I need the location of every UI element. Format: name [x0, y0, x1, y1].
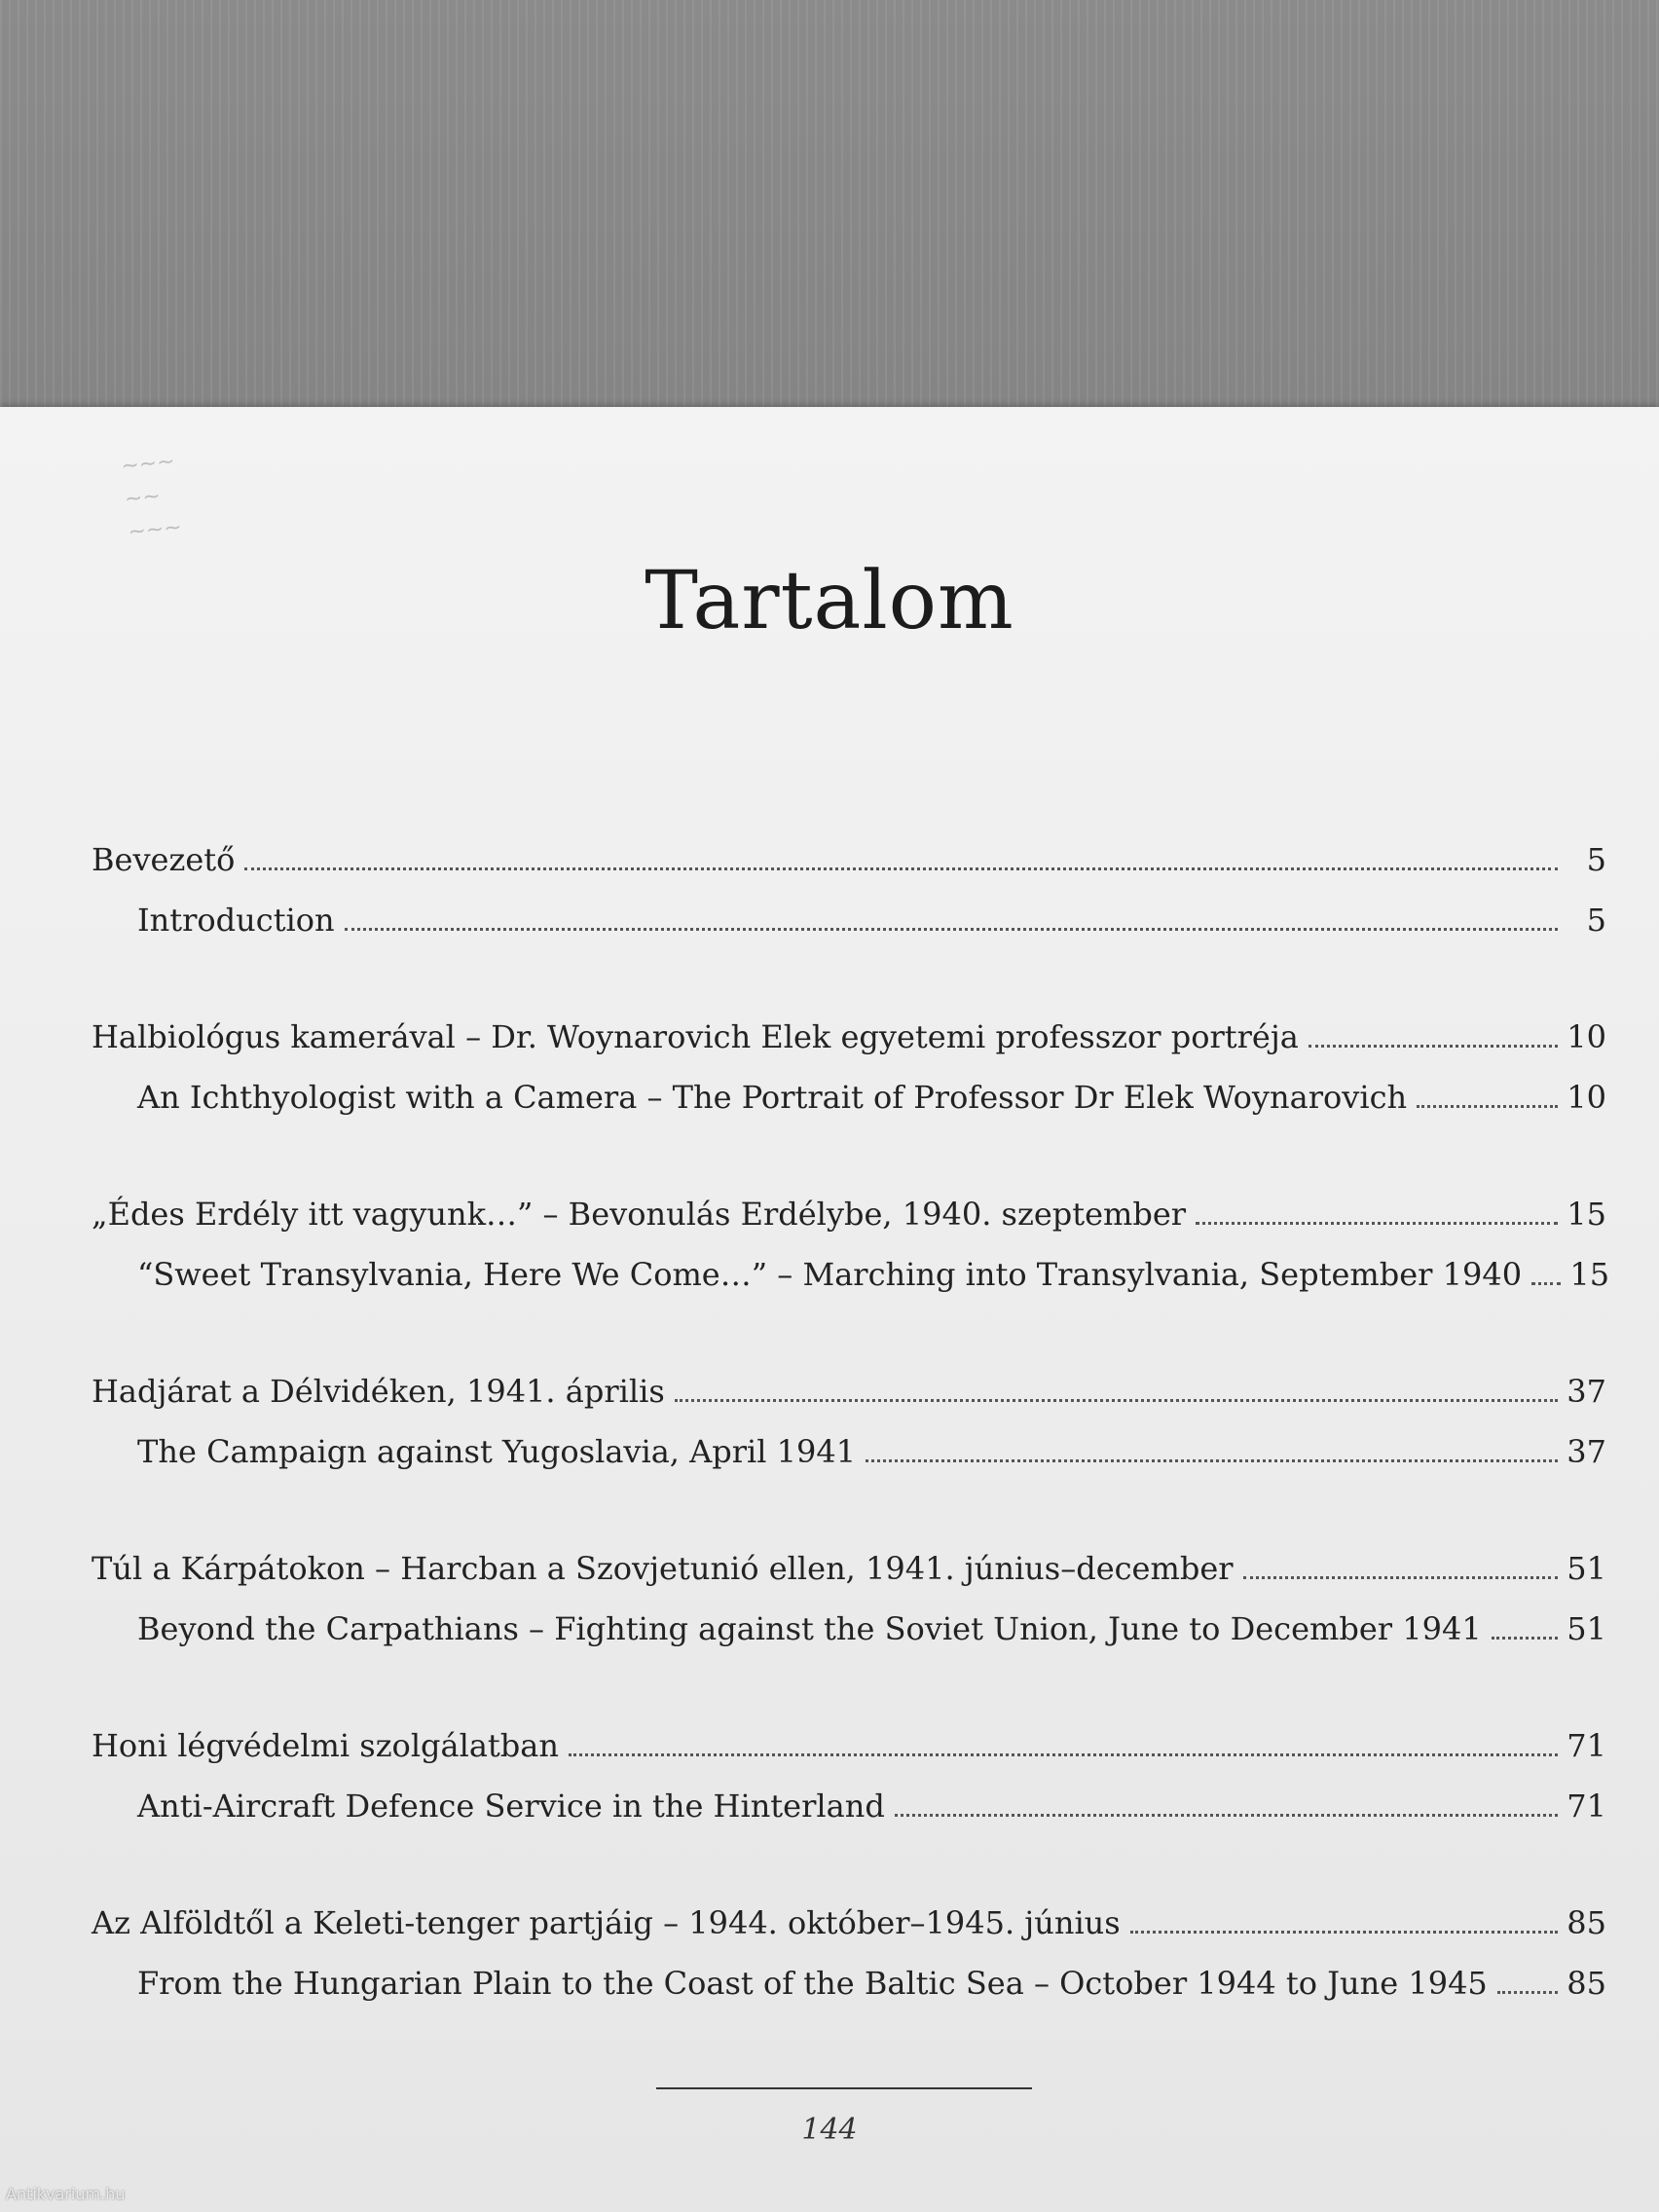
toc-section	[92, 830, 1606, 950]
toc-subentry-page: 85	[1567, 1965, 1606, 2002]
toc-entry-page: 37	[1567, 1373, 1606, 1410]
toc-subentry	[92, 1599, 1606, 1659]
toc-subentry-title: An Ichthyologist with a Camera – The Portrait of Professor Dr Elek Woynarovich	[137, 1079, 1408, 1116]
toc-section	[92, 1893, 1606, 2013]
toc-subentry-page: 51	[1567, 1610, 1606, 1647]
toc-section	[92, 1361, 1606, 1482]
toc-subentry-page: 71	[1567, 1788, 1606, 1825]
toc-entry	[92, 830, 1606, 890]
toc-entry-page: 5	[1586, 841, 1606, 878]
toc-entry-title: Túl a Kárpátokon – Harcban a Szovjetunió ellen, 1941. június–december	[92, 1550, 1234, 1587]
dot-leader	[1497, 1991, 1558, 1994]
toc-subentry-title: From the Hungarian Plain to the Coast of the Baltic Sea – October 1944 to June 1945	[137, 1965, 1488, 2002]
dot-leader	[345, 928, 1558, 931]
toc-entry-page: 71	[1567, 1727, 1606, 1764]
dot-leader	[1309, 1045, 1558, 1048]
page-number: 144	[801, 2113, 858, 2147]
toc-entry	[92, 1184, 1606, 1244]
toc-subentry	[92, 1244, 1610, 1305]
toc-entry	[92, 1715, 1606, 1776]
toc-entry	[92, 1361, 1606, 1421]
dot-leader	[569, 1753, 1558, 1756]
toc-subentry-title: The Campaign against Yugoslavia, April 1941	[137, 1433, 857, 1470]
toc-subentry-page: 15	[1569, 1256, 1610, 1293]
dot-leader	[1492, 1637, 1558, 1640]
book-page	[0, 407, 1659, 2212]
dot-leader	[1196, 1222, 1558, 1225]
toc-subentry	[92, 1421, 1606, 1482]
toc-section	[92, 1715, 1606, 1836]
dot-leader	[1417, 1105, 1558, 1108]
dot-leader	[675, 1399, 1558, 1402]
toc-entry	[92, 1007, 1606, 1067]
toc-section	[92, 1007, 1606, 1127]
toc-entry-title: „Édes Erdély itt vagyunk…” – Bevonulás Erdélybe, 1940. szeptember	[92, 1196, 1187, 1233]
pencil-marks: ~~~ ~~ ~~~	[120, 449, 183, 545]
toc-subentry	[92, 1776, 1606, 1836]
toc-subentry-title: Introduction	[137, 902, 335, 939]
dot-leader	[1130, 1931, 1558, 1934]
table-of-contents	[92, 830, 1610, 2070]
watermark: Antikvarium.hu	[6, 2185, 126, 2203]
toc-subentry	[92, 890, 1606, 950]
toc-entry	[92, 1893, 1606, 1953]
dot-leader	[866, 1459, 1558, 1462]
footer-rule	[656, 2087, 1032, 2089]
toc-section	[92, 1184, 1610, 1305]
toc-entry-title: Hadjárat a Délvidéken, 1941. április	[92, 1373, 665, 1410]
dot-leader	[1243, 1576, 1558, 1579]
dot-leader	[244, 867, 1558, 870]
toc-subentry-title: Anti-Aircraft Defence Service in the Hinterland	[137, 1788, 885, 1825]
toc-entry-title: Az Alföldtől a Keleti-tenger partjáig – 1944. október–1945. június	[92, 1904, 1121, 1941]
toc-entry-title: Honi légvédelmi szolgálatban	[92, 1727, 559, 1764]
toc-subentry-title: “Sweet Transylvania, Here We Come…” – Marching into Transylvania, September 1940	[137, 1256, 1523, 1293]
toc-entry	[92, 1538, 1606, 1599]
dot-leader	[1531, 1282, 1561, 1285]
toc-entry-page: 51	[1567, 1550, 1606, 1587]
toc-entry-page: 85	[1567, 1904, 1606, 1941]
toc-subentry-page: 10	[1567, 1079, 1606, 1116]
toc-entry-title: Bevezető	[92, 841, 236, 878]
toc-subentry-page: 5	[1586, 902, 1606, 939]
toc-section	[92, 1538, 1606, 1659]
page-title: Tartalom	[645, 555, 1014, 647]
toc-subentry-page: 37	[1567, 1433, 1606, 1470]
toc-subentry	[92, 1067, 1606, 1127]
dot-leader	[895, 1814, 1558, 1817]
toc-subentry	[92, 1953, 1606, 2013]
toc-subentry-title: Beyond the Carpathians – Fighting against the Soviet Union, June to December 1941	[137, 1610, 1482, 1647]
toc-entry-page: 15	[1567, 1196, 1606, 1233]
toc-entry-title: Halbiológus kamerával – Dr. Woynarovich Elek egyetemi professzor portréja	[92, 1018, 1299, 1055]
toc-entry-page: 10	[1567, 1018, 1606, 1055]
